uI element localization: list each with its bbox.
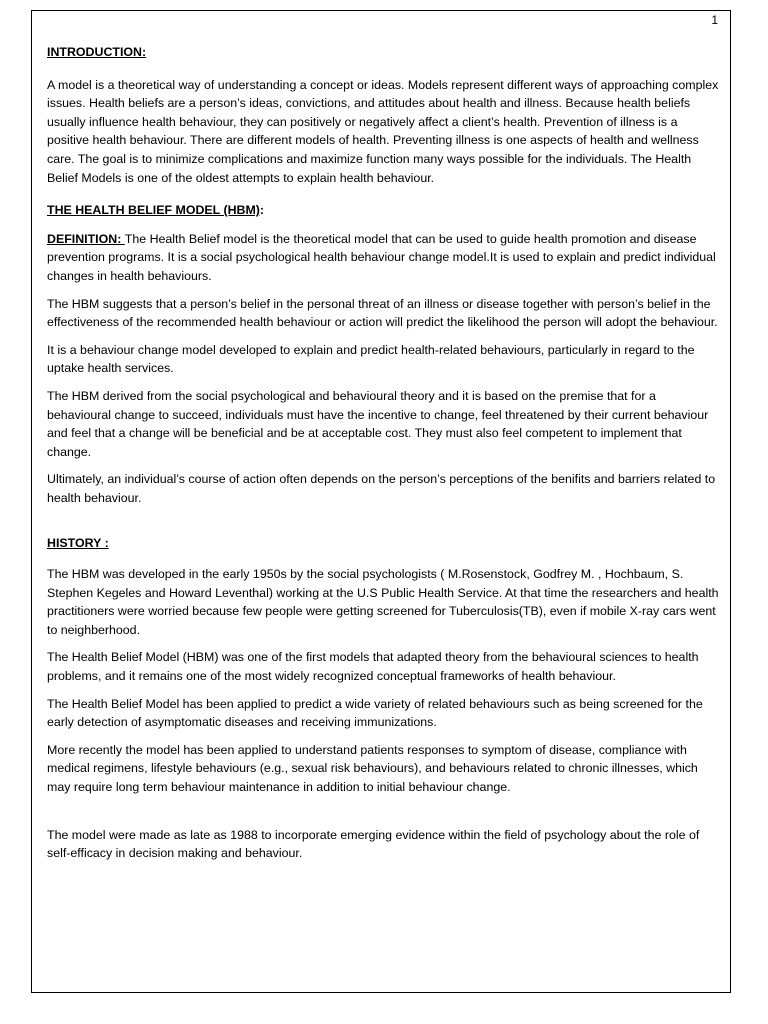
introduction-paragraph: A model is a theoretical way of understanding a concept or ideas. Models represent different ways of approaching complex issues. Health beliefs are a person’s ideas, convictions, and attitudes about health and illness. Because health beliefs usually influence health behaviour, they can positively or negatively affect a client’s health. Prevention of illness is a positive health behaviour. There are different models of health. Preventing illness is one aspects of health and wellness care. The goal is to minimize complications and maximize function many ways possible for the individuals. The Health Belief Models is one of the oldest attempts to explain health behaviour.	[47, 77, 719, 185]
document-body	[47, 43, 719, 872]
hbm-paragraph: It is a behaviour change model developed to explain and predict health-related behaviours, particularly in regard to the uptake health services.	[47, 342, 695, 376]
definition-label: DEFINITION:	[47, 231, 125, 246]
spacer	[47, 516, 719, 534]
introduction-heading: INTRODUCTION:	[47, 45, 147, 59]
history-paragraph: The model were made as late as 1988 to incorporate emerging evidence within the field of psychology about the role of self-efficacy in decision making and behaviour.	[47, 827, 700, 861]
page-frame	[31, 10, 731, 993]
hbm-heading	[47, 201, 719, 220]
hbm-paragraph: The HBM derived from the social psychological and behavioural theory and it is based on the premise that for a behavioural change to succeed, individuals must have the incentive to change, feel threatened by their current behaviour and feel that a change will be beneficial and be at acceptable cost. They must also feel competent to implement that change.	[47, 388, 709, 459]
spacer	[47, 806, 719, 826]
definition-text: The Health Belief model is the theoretical model that can be used to guide health promotion and disease prevention programs. It is a social psychological health behaviour change model.It is used to explain and predict individual changes in health behaviours.	[47, 231, 716, 283]
history-heading: HISTORY :	[47, 536, 109, 551]
hbm-paragraph: Ultimately, an individual’s course of action often depends on the person’s perceptions of the benifits and barriers related to health behaviour.	[47, 472, 716, 505]
hbm-heading-text: THE HEALTH BELIEF MODEL (HBM)	[47, 203, 260, 218]
page-number: 1	[711, 13, 718, 27]
history-paragraph: More recently the model has been applied to understand patients responses to symptom of disease, compliance with medical regimens, lifestyle behaviours (e.g., sexual risk behaviours), and behaviours related to chronic illnesses, which may require long term behaviour maintenance in addition to initial behaviour change.	[47, 742, 698, 794]
hbm-heading-suffix: :	[259, 203, 265, 218]
history-paragraph: The Health Belief Model (HBM) was one of the first models that adapted theory from the behavioural sciences to health problems, and it remains one of the most widely recognized conceptual frameworks of health behaviour.	[47, 650, 699, 684]
hbm-paragraph: The HBM suggests that a person’s belief in the personal threat of an illness or disease together with person’s belief in the effectiveness of the recommended health behaviour or action will predict the likelihood the person will adopt the behaviour.	[47, 296, 718, 330]
history-paragraph: The HBM was developed in the early 1950s by the social psychologists ( M.Rosenstock, Godfrey M. , Hochbaum, S. Stephen Kegeles and Howard Leventhal) working at the U.S Public Health Service. At that time the researchers and health practitioners were worried because few people were getting screened for Tuberculosis(TB), even if mobile X-ray cars went to neighberhood.	[47, 567, 719, 637]
history-paragraph: The Health Belief Model has been applied to predict a wide variety of related behaviours such as being screened for the early detection of asymptomatic diseases and receiving immunizations.	[47, 696, 703, 730]
definition-paragraph	[47, 230, 719, 286]
